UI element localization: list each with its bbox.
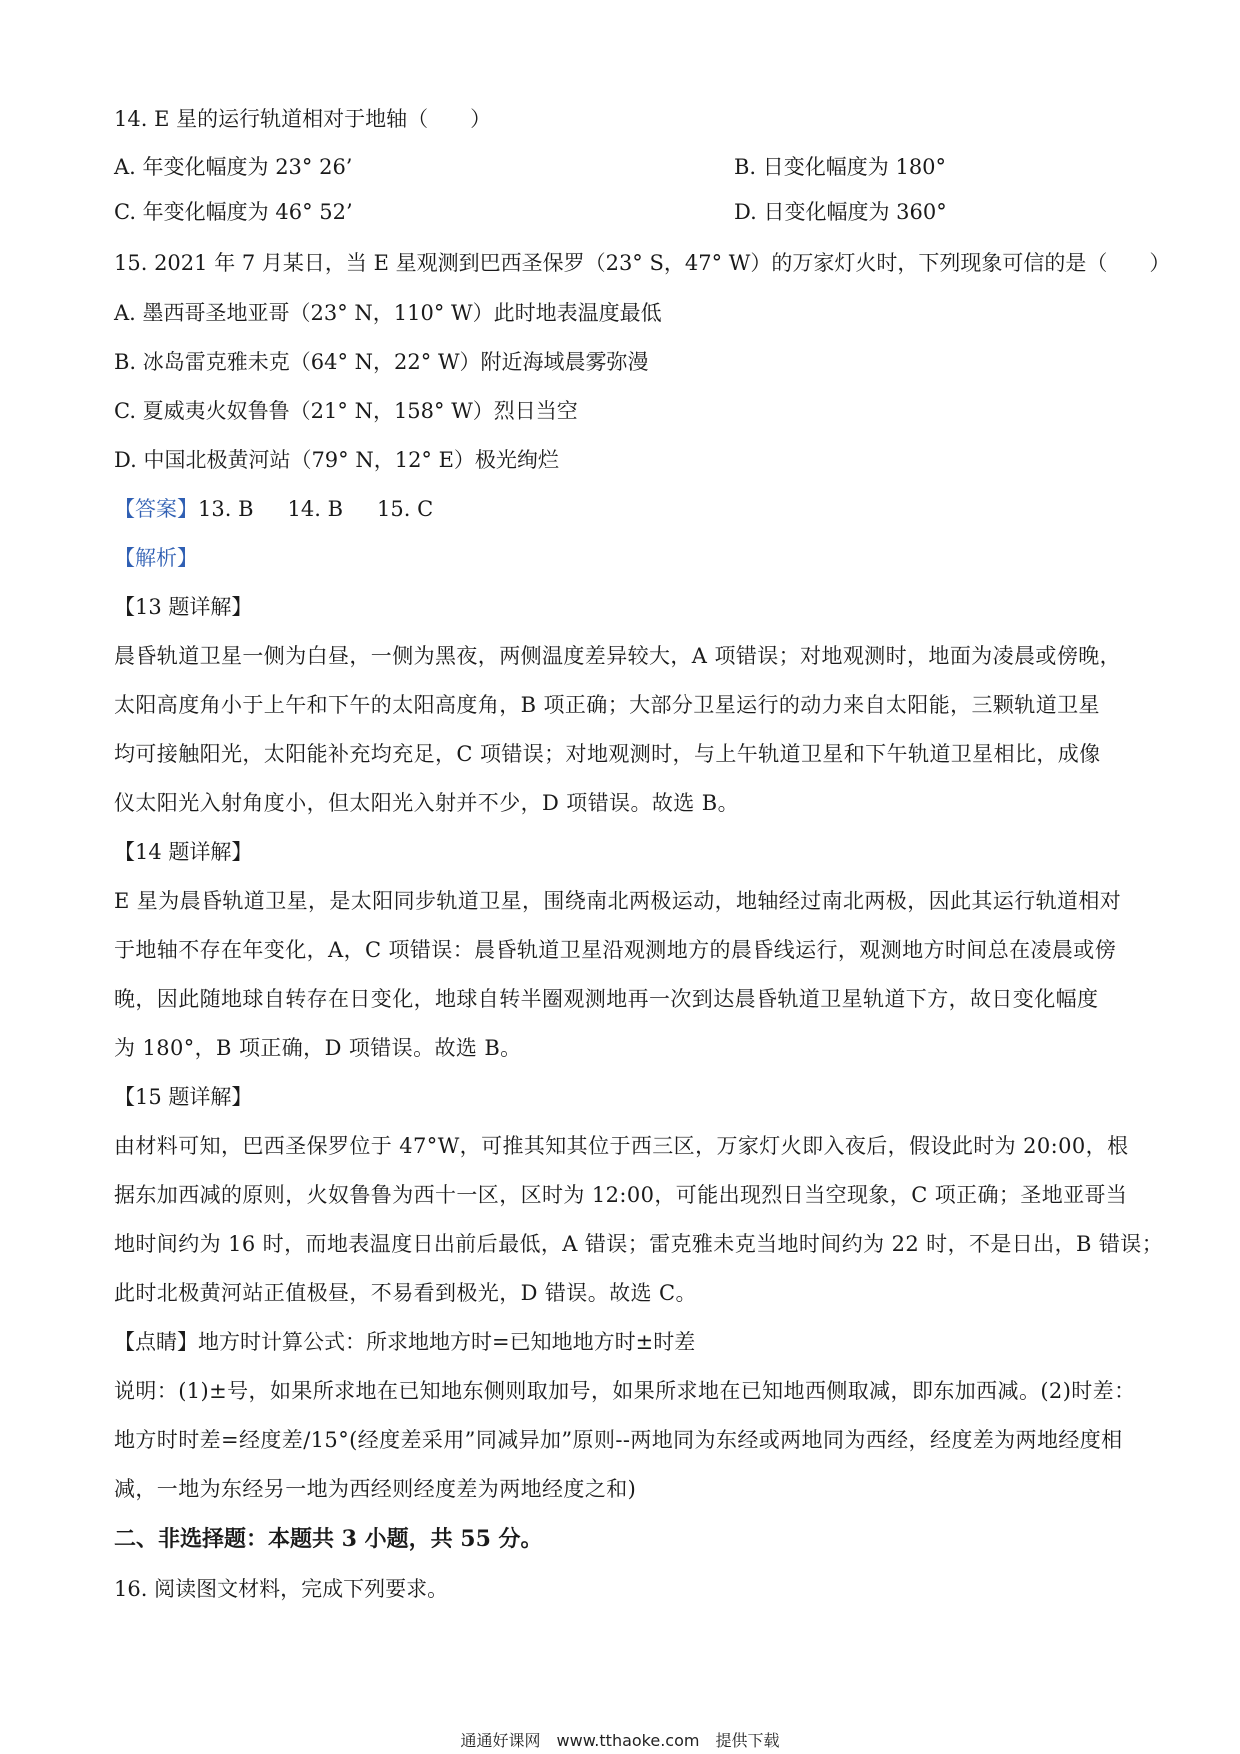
detail-13-line-1: 晨昏轨道卫星一侧为白昼，一侧为黑夜，两侧温度差异较大，A 项错误；对地观测时，地面为凌晨或傍晚，	[114, 644, 1122, 668]
explain-line-1: 说明：(1)±号，如果所求地在已知地东侧则取加号，如果所求地在已知地西侧取减，即东加西减。(2)时差：	[114, 1379, 1136, 1403]
q14-stem: 14. E 星的运行轨道相对于地轴（ ）	[114, 107, 492, 131]
detail-15-title: 【15 题详解】	[114, 1085, 253, 1109]
detail-14-title: 【14 题详解】	[114, 840, 253, 864]
q14-option-b: B. 日变化幅度为 180°	[734, 155, 947, 179]
tip-label: 【点睛】	[114, 1330, 198, 1354]
q14-option-row-1	[114, 152, 1134, 182]
explain-line-3: 减，一地为东经另一地为西经则经度差为两地经度之和)	[114, 1477, 637, 1501]
explain-line-2: 地方时时差=经度差/15°(经度差采用”同减异加”原则--两地同为东经或两地同为西经，经度差为两地经度相	[114, 1428, 1123, 1452]
tip-line	[114, 1327, 1134, 1357]
detail-15-line-4: 此时北极黄河站正值极昼，不易看到极光，D 错误。故选 C。	[114, 1281, 697, 1305]
answer-item-15: 15. C	[377, 497, 434, 521]
q15-stem: 15. 2021 年 7 月某日，当 E 星观测到巴西圣保罗（23° S，47° W）的万家灯火时，下列现象可信的是（ ）	[114, 251, 1171, 275]
section-heading: 二、非选择题：本题共 3 小题，共 55 分。	[114, 1526, 543, 1552]
q14-option-a: A. 年变化幅度为 23° 26’	[114, 155, 353, 179]
q15-option-c: C. 夏威夷火奴鲁鲁（21° N，158° W）烈日当空	[114, 399, 578, 423]
answer-line	[114, 494, 1134, 524]
detail-13-line-2: 太阳高度角小于上午和下午的太阳高度角，B 项正确；大部分卫星运行的动力来自太阳能，三颗轨道卫星	[114, 693, 1100, 717]
answer-label: 【答案】	[114, 497, 198, 521]
detail-13-line-4: 仪太阳光入射角度小，但太阳光入射并不少，D 项错误。故选 B。	[114, 791, 740, 815]
answer-item-13: 13. B	[198, 497, 254, 521]
q14-option-d: D. 日变化幅度为 360°	[734, 200, 947, 224]
answer-item-14: 14. B	[287, 497, 344, 521]
q15-option-b: B. 冰岛雷克雅未克（64° N，22° W）附近海域晨雾弥漫	[114, 350, 649, 374]
analysis-label: 【解析】	[114, 546, 198, 570]
tip-text: 地方时计算公式：所求地地方时=已知地地方时±时差	[198, 1330, 696, 1354]
detail-14-line-1: E 星为晨昏轨道卫星，是太阳同步轨道卫星，围绕南北两极运动，地轴经过南北两极，因此其运行轨道相对	[114, 889, 1122, 913]
detail-14-line-3: 晚，因此随地球自转存在日变化，地球自转半圈观测地再一次到达晨昏轨道卫星轨道下方，故日变化幅度	[114, 987, 1099, 1011]
footer-watermark: 通通好课网 www.tthaoke.com 提供下载	[460, 1731, 780, 1750]
detail-14-line-2: 于地轴不存在年变化，A，C 项错误：晨昏轨道卫星沿观测地方的晨昏线运行，观测地方时间总在凌晨或傍	[114, 938, 1117, 962]
detail-13-title: 【13 题详解】	[114, 595, 253, 619]
q14-option-c: C. 年变化幅度为 46° 52’	[114, 200, 353, 224]
detail-13-line-3: 均可接触阳光，太阳能补充均充足，C 项错误；对地观测时，与上午轨道卫星和下午轨道卫星相比，成像	[114, 742, 1101, 766]
q16-stem: 16. 阅读图文材料，完成下列要求。	[114, 1577, 449, 1601]
detail-15-line-1: 由材料可知，巴西圣保罗位于 47°W，可推其知其位于西三区，万家灯火即入夜后，假设此时为 20:00，根	[114, 1134, 1129, 1158]
detail-15-line-2: 据东加西减的原则，火奴鲁鲁为西十一区，区时为 12:00，可能出现烈日当空现象，C 项正确；圣地亚哥当	[114, 1183, 1128, 1207]
q14-option-row-2	[114, 197, 1134, 227]
q15-option-d: D. 中国北极黄河站（79° N，12° E）极光绚烂	[114, 448, 559, 472]
detail-14-line-4: 为 180°，B 项正确，D 项错误。故选 B。	[114, 1036, 522, 1060]
detail-15-line-3: 地时间约为 16 时，而地表温度日出前后最低，A 错误；雷克雅未克当地时间约为 22 时，不是日出，B 错误；	[114, 1232, 1164, 1256]
q15-option-a: A. 墨西哥圣地亚哥（23° N，110° W）此时地表温度最低	[114, 301, 662, 325]
